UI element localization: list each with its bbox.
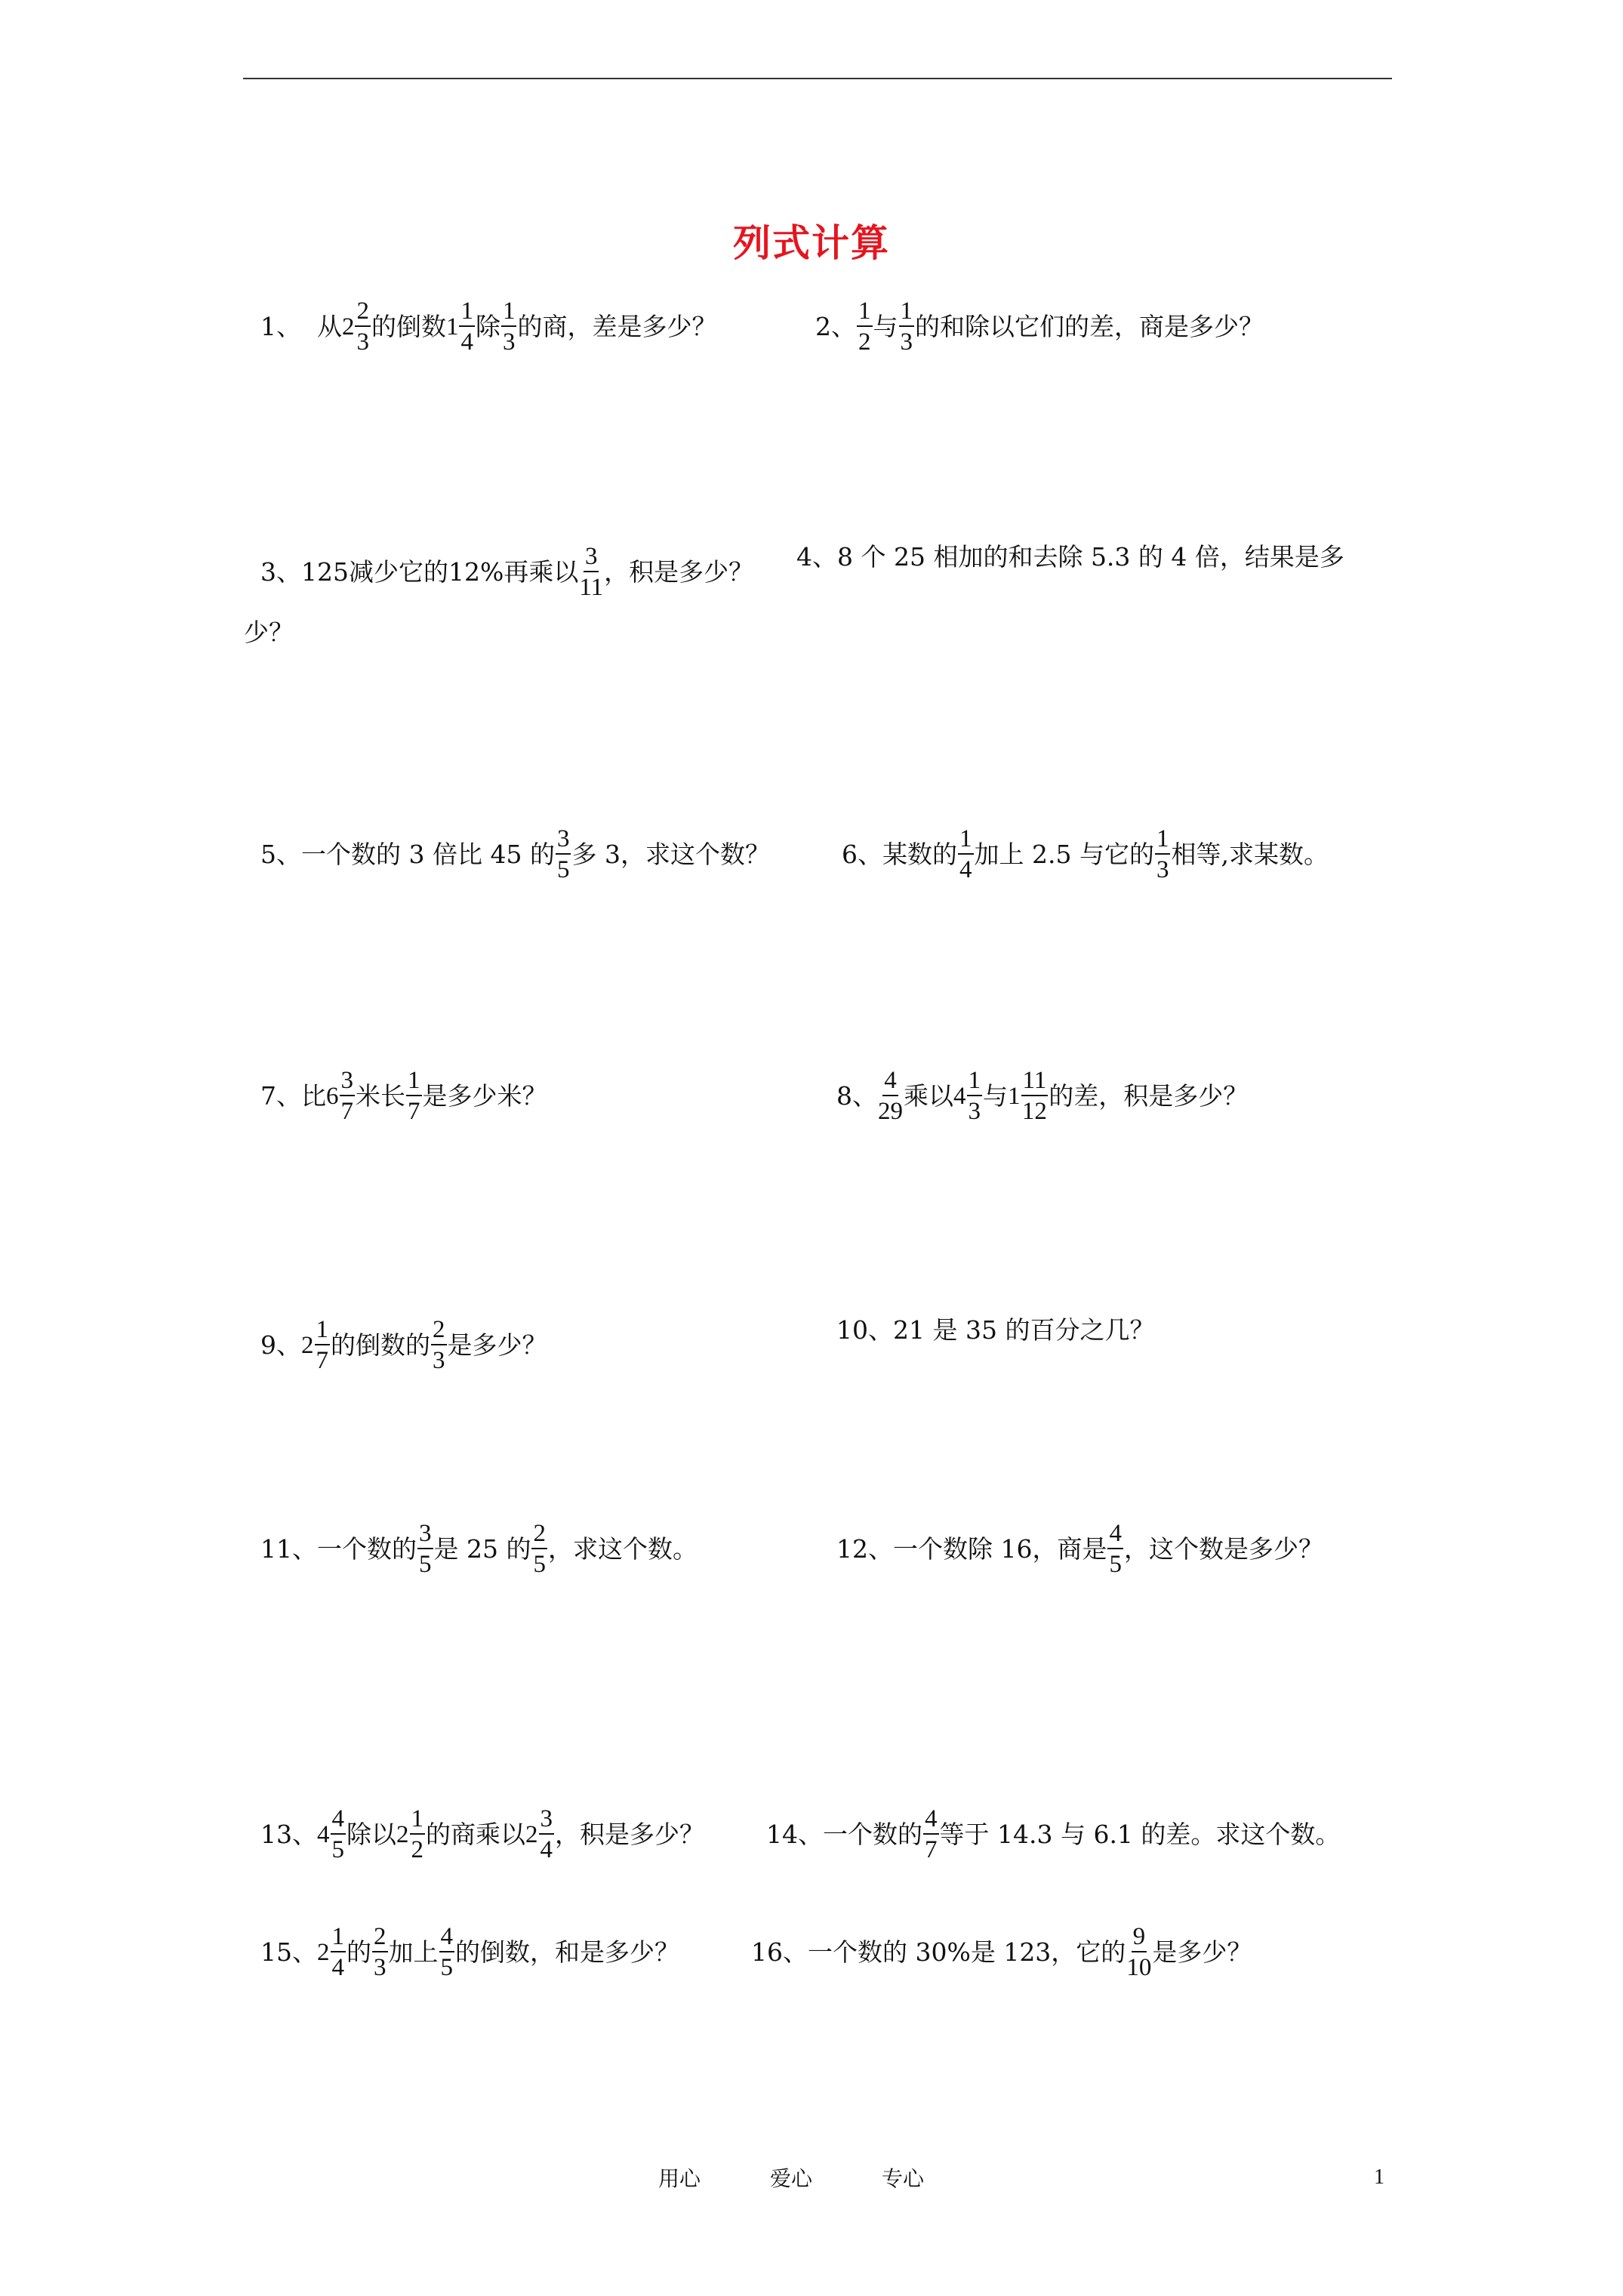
q13-f3-den: 4 — [540, 1836, 553, 1863]
q12-text-a: 12、一个数除 16，商是 — [836, 1534, 1107, 1564]
q10-text-a: 10、21 是 35 的百分之几？ — [836, 1315, 1155, 1345]
q11-text-b: 是 25 的 — [433, 1534, 531, 1564]
question-8 — [836, 1066, 1248, 1126]
q2-text-b: 与 — [873, 312, 898, 341]
q15-text-a: 15、 — [260, 1937, 317, 1967]
q3-f1-den: 11 — [579, 574, 604, 601]
q3-f1-num: 3 — [584, 542, 599, 572]
q2-fraction-1 — [857, 297, 873, 357]
q8-f2-num: 1 — [967, 1066, 983, 1096]
q6-text-a: 6、某数的 — [842, 840, 957, 869]
q11-f1-den: 5 — [419, 1551, 432, 1578]
question-4-continuation: 少？ — [244, 618, 294, 647]
q7-f2-den: 7 — [408, 1098, 420, 1125]
q11-text-a: 11、一个数的 — [260, 1534, 417, 1564]
q12-fraction-1 — [1107, 1519, 1123, 1579]
q1-whole-2: 1 — [445, 313, 459, 341]
q13-whole-3: 2 — [525, 1821, 538, 1848]
q8-f3-den: 12 — [1021, 1098, 1047, 1125]
q1-f2-den: 4 — [460, 328, 473, 356]
footer-middle: 爱心 — [770, 2166, 813, 2191]
q15-f1-den: 4 — [331, 1954, 344, 1981]
q8-text-a: 8、 — [836, 1081, 877, 1111]
q8-f1-den: 29 — [878, 1098, 903, 1125]
q14-text-b: 等于 14.3 与 6.1 的差。求这个数。 — [939, 1820, 1341, 1849]
q13-text-b: 除以 — [346, 1820, 396, 1849]
q7-fraction-2 — [406, 1066, 422, 1126]
q13-fraction-3 — [539, 1804, 555, 1865]
q9-fraction-2 — [431, 1315, 447, 1376]
q9-f1-num: 1 — [315, 1315, 331, 1345]
q2-f1-num: 1 — [857, 297, 873, 327]
q13-text-c: 的商乘以 — [426, 1820, 525, 1849]
q7-whole-1: 6 — [326, 1083, 339, 1110]
q9-whole-1: 2 — [301, 1332, 314, 1359]
question-9 — [260, 1315, 547, 1376]
q14-text-a: 14、一个数的 — [766, 1820, 922, 1849]
q1-fraction-1 — [355, 297, 371, 357]
q16-text-a: 16、一个数的 30%是 123，它的 — [751, 1937, 1126, 1967]
q8-f1-num: 4 — [882, 1066, 898, 1096]
question-16 — [751, 1922, 1252, 1983]
q5-f1-num: 3 — [556, 824, 571, 855]
q3-text-b: ，积是多少？ — [604, 557, 754, 587]
footer-right: 专心 — [882, 2166, 925, 2191]
q13-fraction-2 — [410, 1804, 426, 1865]
q15-text-b: 的 — [346, 1937, 371, 1967]
q13-f1-den: 5 — [331, 1836, 344, 1863]
question-7 — [260, 1066, 547, 1126]
q13-whole-1: 4 — [317, 1821, 330, 1848]
q8-text-e: 的差，积是多少？ — [1049, 1081, 1249, 1111]
question-5 — [260, 824, 770, 885]
q15-whole-1: 2 — [317, 1939, 330, 1966]
q5-text-a: 5、一个数的 3 倍比 45 的 — [260, 840, 555, 869]
q13-text-e: ，积是多少？ — [555, 1820, 704, 1849]
q7-text-b: 米长 — [356, 1081, 405, 1111]
q6-text-b: 加上 2.5 与它的 — [974, 840, 1154, 869]
q1-fraction-2 — [459, 297, 475, 357]
q1-text-a: 1、 从 — [260, 312, 342, 341]
q6-f1-num: 1 — [958, 824, 974, 855]
q1-text-b: 的倒数 — [371, 312, 446, 341]
q16-fraction-1 — [1126, 1922, 1151, 1983]
q7-text-a: 7、比 — [260, 1081, 326, 1111]
q9-f2-den: 3 — [433, 1347, 445, 1374]
q13-whole-2: 2 — [396, 1821, 409, 1848]
q2-text-a: 2、 — [815, 312, 856, 341]
q1-text-e: 的商，差是多少？ — [517, 312, 717, 341]
q12-f1-num: 4 — [1107, 1519, 1123, 1549]
q6-f2-num: 1 — [1155, 824, 1171, 855]
q11-fraction-2 — [531, 1519, 547, 1579]
q13-fraction-1 — [331, 1804, 346, 1865]
q9-text-a: 9、 — [260, 1330, 301, 1360]
q8-f3-num: 11 — [1021, 1066, 1049, 1096]
q7-f1-num: 3 — [340, 1066, 356, 1096]
q8-fraction-2 — [967, 1066, 983, 1126]
page-title: 列式计算 — [733, 220, 890, 265]
q12-text-b: ，这个数是多少？ — [1123, 1534, 1323, 1564]
question-6 — [842, 824, 1329, 885]
q13-text-a: 13、 — [260, 1820, 317, 1849]
q8-whole-1: 4 — [953, 1083, 966, 1110]
q9-f1-den: 7 — [316, 1347, 328, 1374]
q15-text-c: 加上 — [388, 1937, 439, 1967]
q9-text-b: 的倒数的 — [331, 1330, 430, 1360]
q11-f2-den: 5 — [533, 1551, 546, 1578]
q15-f3-den: 5 — [440, 1954, 453, 1981]
q6-text-c: 相等,求某数。 — [1171, 840, 1329, 869]
q1-whole-1: 2 — [341, 313, 355, 341]
q1-fraction-3 — [501, 297, 517, 357]
question-10 — [836, 1315, 1154, 1345]
q8-text-b: 乘以 — [904, 1081, 953, 1111]
q2-f2-den: 3 — [900, 328, 913, 356]
q9-fraction-1 — [315, 1315, 331, 1376]
q7-f1-den: 7 — [340, 1098, 353, 1125]
q13-f3-num: 3 — [539, 1804, 555, 1835]
q1-text-c: 除 — [475, 312, 500, 341]
q13-f1-num: 4 — [331, 1804, 346, 1835]
q3-fraction-1 — [579, 542, 603, 603]
q3-text-a: 3、125减少它的12%再乘以 — [260, 557, 579, 587]
q9-text-c: 是多少？ — [447, 1330, 547, 1360]
q9-f2-num: 2 — [431, 1315, 447, 1345]
q12-f1-den: 5 — [1109, 1551, 1122, 1578]
q2-text-c: 的和除以它们的差，商是多少？ — [915, 312, 1264, 341]
q7-fraction-1 — [340, 1066, 356, 1126]
q8-whole-2: 1 — [1008, 1083, 1021, 1110]
q2-f1-den: 2 — [858, 328, 871, 356]
q8-fraction-3 — [1021, 1066, 1049, 1126]
q8-fraction-1 — [878, 1066, 903, 1126]
q11-f1-num: 3 — [417, 1519, 433, 1549]
q15-f3-num: 4 — [439, 1922, 455, 1952]
q1-f1-num: 2 — [355, 297, 371, 327]
q2-fraction-2 — [899, 297, 915, 357]
header-rule — [243, 78, 1392, 79]
q13-f2-num: 1 — [410, 1804, 426, 1835]
q1-f3-num: 1 — [501, 297, 517, 327]
q15-f2-num: 2 — [372, 1922, 388, 1952]
page-number: 1 — [1374, 2165, 1384, 2189]
q7-text-c: 是多少米？ — [422, 1081, 547, 1111]
q14-fraction-1 — [923, 1804, 939, 1865]
q7-f2-num: 1 — [406, 1066, 422, 1096]
question-15 — [260, 1922, 679, 1983]
q6-fraction-2 — [1155, 824, 1171, 885]
q5-text-b: 多 3，求这个数？ — [571, 840, 770, 869]
q13-f2-den: 2 — [411, 1836, 423, 1863]
q11-f2-num: 2 — [531, 1519, 547, 1549]
question-14 — [766, 1804, 1340, 1865]
q11-fraction-1 — [417, 1519, 433, 1579]
q5-f1-den: 5 — [556, 856, 570, 883]
q15-fraction-1 — [331, 1922, 346, 1983]
q14-f1-den: 7 — [925, 1836, 938, 1863]
q16-f1-num: 9 — [1132, 1922, 1147, 1952]
q15-text-e: 的倒数，和是多少？ — [455, 1937, 679, 1967]
q16-text-b: 是多少？ — [1152, 1937, 1252, 1967]
q5-fraction-1 — [556, 824, 571, 885]
q1-f2-num: 1 — [459, 297, 475, 327]
q4-text-a: 4、8 个 25 相加的和去除 5.3 的 4 倍，结果是多 — [796, 542, 1344, 572]
q11-text-c: ，求这个数。 — [547, 1534, 698, 1564]
question-2 — [815, 297, 1264, 357]
q15-fraction-2 — [372, 1922, 388, 1983]
q15-f2-den: 3 — [374, 1954, 387, 1981]
question-3 — [260, 542, 753, 603]
question-11 — [260, 1519, 698, 1579]
question-4 — [796, 542, 1344, 572]
question-12 — [836, 1519, 1323, 1579]
q1-f1-den: 3 — [356, 328, 369, 356]
q15-f1-num: 1 — [331, 1922, 346, 1952]
q6-f2-den: 3 — [1156, 856, 1169, 883]
q1-f3-den: 3 — [502, 328, 516, 356]
q15-fraction-3 — [439, 1922, 455, 1983]
question-1 — [260, 297, 716, 357]
footer-left: 用心 — [658, 2166, 701, 2191]
question-13 — [260, 1804, 704, 1865]
q16-f1-den: 10 — [1126, 1954, 1152, 1981]
q6-f1-den: 4 — [959, 856, 972, 883]
q8-text-c: 与 — [983, 1081, 1008, 1111]
q2-f2-num: 1 — [899, 297, 915, 327]
q14-f1-num: 4 — [923, 1804, 939, 1835]
q8-f2-den: 3 — [968, 1098, 981, 1125]
q6-fraction-1 — [958, 824, 974, 885]
